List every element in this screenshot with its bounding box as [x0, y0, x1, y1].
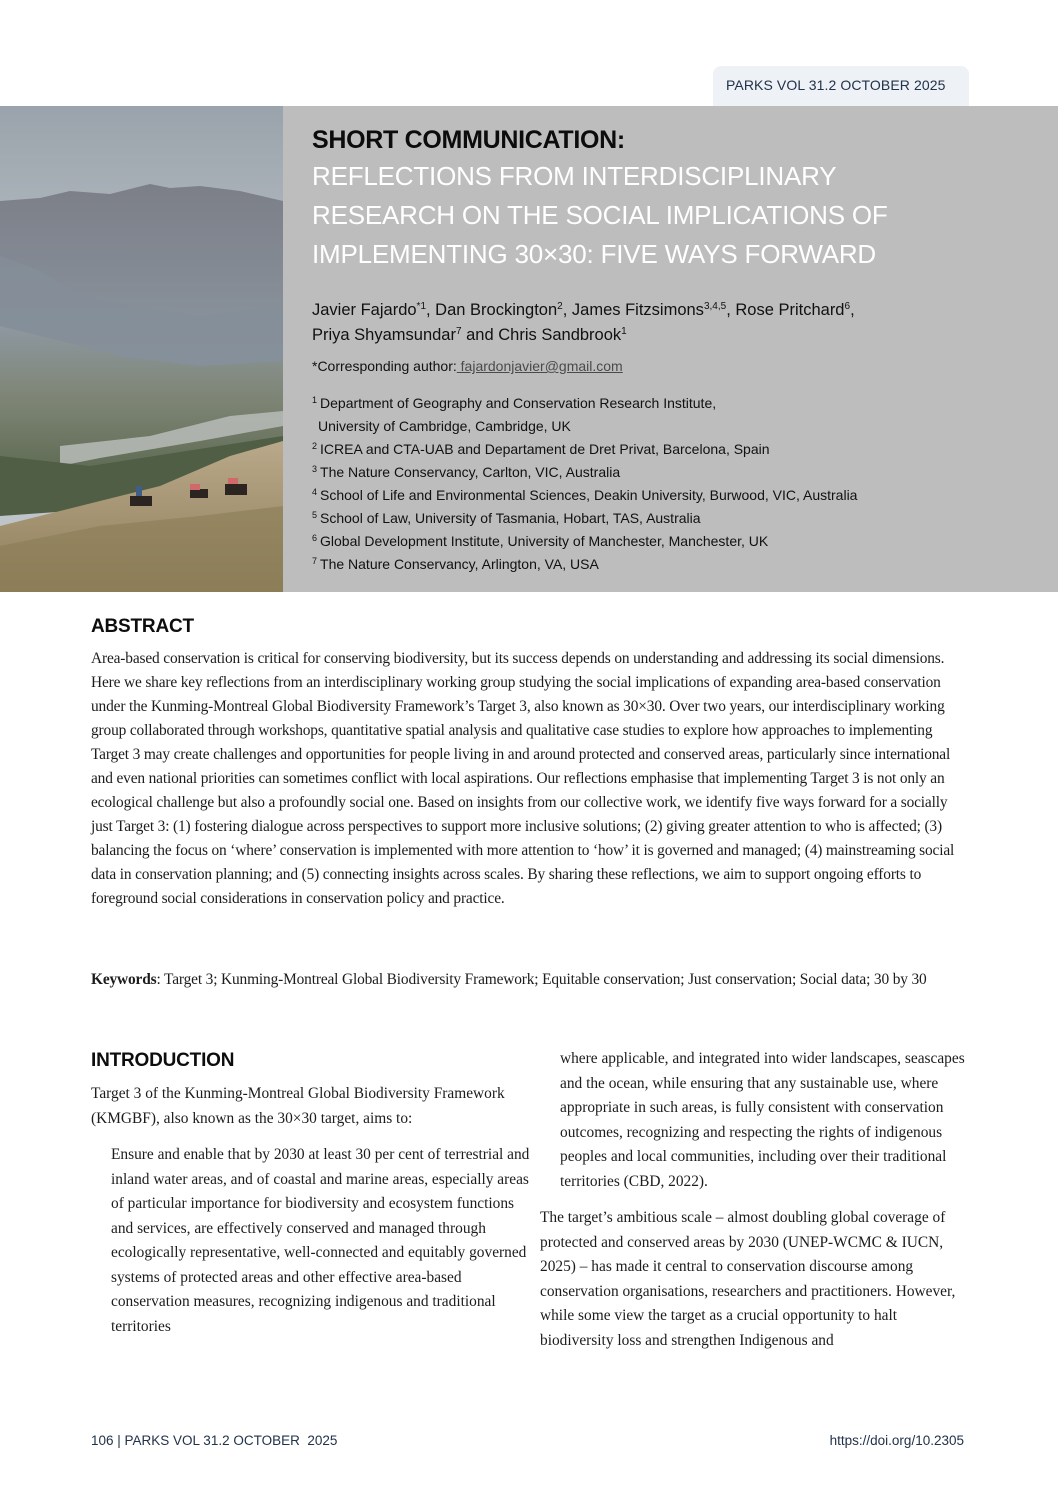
journal-issue-tab: PARKS VOL 31.2 OCTOBER 2025: [713, 66, 969, 108]
affiliation-item: [312, 530, 1012, 553]
author-affiliation-sup: 2: [557, 301, 563, 312]
affiliation-text: School of Law, University of Tasmania, Hobart, TAS, Australia: [320, 510, 701, 526]
keywords-text: : Target 3; Kunming-Montreal Global Biodiversity Framework; Equitable conservation; Just conservation; Social data; 30 by 30: [156, 971, 927, 988]
author-name: James Fitzsimons: [571, 301, 704, 319]
affiliation-number: 4: [312, 487, 318, 497]
block-quote: Ensure and enable that by 2030 at least 30 per cent of terrestrial and inland water areas, and of coastal and marine areas, especially areas of particular importance for biodiversity and ecosystem functions and services, are effectively conserved and managed through ecologically representative, well-connected and equitably governed systems of protected areas and other effective area-based conservation measures, recognizing indigenous and traditional territories: [111, 1146, 530, 1335]
author-affiliation-sup: 3,4,5: [703, 301, 727, 312]
author-affiliation-sup: *1: [416, 301, 426, 312]
affiliation-item: [312, 438, 1012, 461]
article-title-line: RESEARCH ON THE SOCIAL IMPLICATIONS OF: [312, 200, 888, 230]
author-affiliation-sup: 7: [455, 326, 462, 337]
block-quote-continued: where applicable, and integrated into wider landscapes, seascapes and the ocean, while ensuring that any sustainable use, where appropriate in such areas, is fully consistent with conservation outcomes, recognizing and respecting the rights of indigenous peoples and local communities, including over their traditional territories (CBD, 2022).: [560, 1050, 965, 1190]
article-title-line: REFLECTIONS FROM INTERDISCIPLINARY: [312, 161, 837, 191]
keywords: [91, 968, 971, 992]
affiliation-text: Department of Geography and Conservation Research Institute,: [320, 395, 717, 411]
author-affiliation-sup: 6: [844, 301, 851, 312]
title-banner: [0, 106, 1058, 592]
affiliation-text: School of Life and Environmental Sciences, Deakin University, Burwood, VIC, Australia: [320, 487, 858, 503]
doi-link[interactable]: https://doi.org/10.2305: [829, 1433, 964, 1448]
abstract-heading: ABSTRACT: [91, 616, 194, 637]
affiliation-item: [312, 461, 1012, 484]
author-separator: ,: [850, 301, 855, 319]
corresponding-author: [312, 358, 623, 374]
author-separator: and: [461, 326, 499, 344]
intro-paragraph: The target’s ambitious scale – almost doubling global coverage of protected and conserved areas by 2030 (UNEP-WCMC & IUCN, 2025) – has made it central to conservation discourse among conservation organisations, researchers and practitioners. However, while some view the target as a crucial opportunity to halt biodiversity loss and strengthen Indigenous and: [540, 1209, 956, 1349]
affiliation-item: [312, 392, 1012, 415]
author-separator: ,: [426, 301, 436, 319]
corresponding-author-email-link[interactable]: fajardonjavier@gmail.com: [456, 358, 623, 374]
page-footer-citation: 106 | PARKS VOL 31.2 OCTOBER 2025: [91, 1433, 338, 1448]
author-separator: ,: [562, 301, 572, 319]
corresponding-author-label: *Corresponding author:: [312, 358, 457, 374]
affiliation-number: 2: [312, 441, 318, 451]
affiliation-text: Global Development Institute, University of Manchester, Manchester, UK: [320, 533, 769, 549]
affiliation-text: The Nature Conservancy, Arlington, VA, USA: [320, 556, 599, 572]
author-name: Priya Shyamsundar: [312, 326, 456, 344]
intro-paragraph: Target 3 of the Kunming-Montreal Global Biodiversity Framework (KMGBF), also known as the 30×30 target, aims to:: [91, 1085, 505, 1127]
article-title-block: [312, 124, 1032, 274]
abstract-body: Area-based conservation is critical for conserving biodiversity, but its success depends on understanding and addressing its social dimensions. Here we share key reflections from an interdisciplinary working group studying the social implications of expanding area-based conservation under the Kunming-Montreal Global Biodiversity Framework’s Target 3, also known as 30×30. Over two years, our interdisciplinary working group collaborated through workshops, quantitative spatial analysis and qualitative case studies to explore how approaches to implementing Target 3 may create challenges and opportunities for people living in and around protected and conserved areas, particularly since international and even national priorities can sometimes conflict with local aspirations. Our reflections emphasise that implementing Target 3 is not only an ecological challenge but also a profoundly social one. Based on insights from our collective work, we identify five ways forward for a socially just Target 3: (1) fostering dialogue across perspectives to support more inclusive solutions; (2) giving greater attention to who is affected; (3) balancing the focus on ‘where’ conservation is implemented with more attention to ‘how’ it is governed and managed; (4) mainstreaming social data in conservation planning; and (5) connecting insights across scales. By sharing these reflections, we aim to support ongoing efforts to foreground social considerations in conservation policy and practice.: [91, 650, 955, 907]
introduction-heading: INTRODUCTION: [91, 1050, 235, 1071]
author-affiliation-sup: 1: [621, 326, 627, 337]
affiliation-number: 7: [312, 556, 318, 566]
affiliation-item: [312, 484, 1012, 507]
left-column: [91, 1082, 531, 1351]
author-name: Javier Fajardo: [312, 301, 417, 319]
affiliation-text: The Nature Conservancy, Carlton, VIC, Australia: [320, 464, 621, 480]
affiliation-list: [312, 392, 1012, 576]
affiliation-number: 5: [312, 510, 318, 520]
affiliation-text: ICREA and CTA-UAB and Departament de Dret Privat, Barcelona, Spain: [320, 441, 770, 457]
article-title-line: IMPLEMENTING 30×30: FIVE WAYS FORWARD: [312, 239, 876, 269]
affiliation-number: 6: [312, 533, 318, 543]
affiliation-item-continued: [312, 415, 1012, 438]
affiliation-text: University of Cambridge, Cambridge, UK: [318, 418, 571, 434]
author-name: Dan Brockington: [435, 301, 558, 319]
author-list: [312, 298, 1012, 348]
author-name: Rose Pritchard: [735, 301, 845, 319]
author-name: Chris Sandbrook: [498, 326, 622, 344]
right-column: [540, 1047, 970, 1365]
affiliation-number: 3: [312, 464, 318, 474]
affiliation-item: [312, 507, 1012, 530]
mountain-landscape-image: [0, 106, 283, 592]
cover-photo: [0, 106, 283, 592]
keywords-label: Keywords: [91, 971, 157, 988]
affiliation-item: [312, 553, 1012, 576]
author-separator: ,: [726, 301, 736, 319]
affiliation-number: 1: [312, 395, 318, 405]
article-type-label: SHORT COMMUNICATION:: [312, 126, 625, 154]
